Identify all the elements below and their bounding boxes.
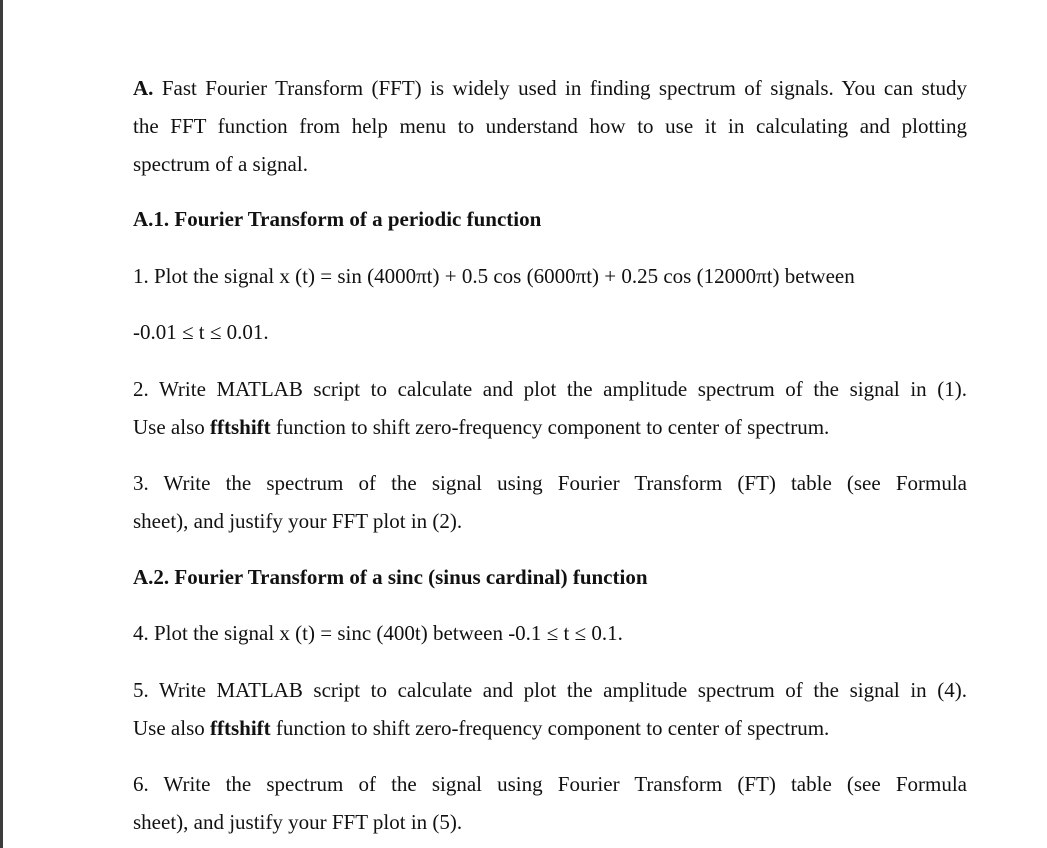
q1-line-2: -0.01 ≤ t ≤ 0.01. (133, 320, 269, 344)
q5-line-1: 5. Write MATLAB script to calculate and plot the amplitude spectrum of the signal in (4). (133, 678, 967, 702)
intro-text-1: Fast Fourier Transform (FFT) is widely used in finding spectrum of signals. You can study (161, 76, 968, 100)
q5-line-2 (133, 716, 829, 740)
q6-line-2: sheet), and justify your FFT plot in (5). (133, 810, 463, 834)
q2-text-post: function to shift zero-frequency component to center of spectrum. (270, 415, 830, 439)
section-a2-heading: A.2. Fourier Transform of a sinc (sinus cardinal) function (133, 565, 648, 589)
left-border (0, 0, 3, 848)
q6-line-1: 6. Write the spectrum of the signal using Fourier Transform (FT) table (see Formula (133, 772, 967, 796)
q3-line-2: sheet), and justify your FFT plot in (2). (133, 509, 463, 533)
q2-line-2 (133, 415, 829, 439)
q1-line-1: 1. Plot the signal x (t) = sin (4000πt) + 0.5 cos (6000πt) + 0.25 cos (12000πt) between (133, 264, 855, 288)
intro-line-3: spectrum of a signal. (133, 152, 308, 176)
q2-text-pre: Use also (133, 415, 210, 439)
q5-fftshift: fftshift (210, 716, 271, 740)
q2-line-1: 2. Write MATLAB script to calculate and plot the amplitude spectrum of the signal in (1). (133, 377, 967, 401)
q5-text-pre: Use also (133, 716, 210, 740)
q4-line-1: 4. Plot the signal x (t) = sinc (400t) between -0.1 ≤ t ≤ 0.1. (133, 621, 623, 645)
q3-line-1: 3. Write the spectrum of the signal using Fourier Transform (FT) table (see Formula (133, 471, 967, 495)
section-a1-heading: A.1. Fourier Transform of a periodic function (133, 207, 542, 231)
intro-line-1 (133, 76, 967, 100)
q2-fftshift: fftshift (210, 415, 271, 439)
intro-line-2: the FFT function from help menu to understand how to use it in calculating and plotting (133, 114, 967, 138)
q5-text-post: function to shift zero-frequency component to center of spectrum. (270, 716, 830, 740)
intro-label: A. (133, 76, 154, 100)
